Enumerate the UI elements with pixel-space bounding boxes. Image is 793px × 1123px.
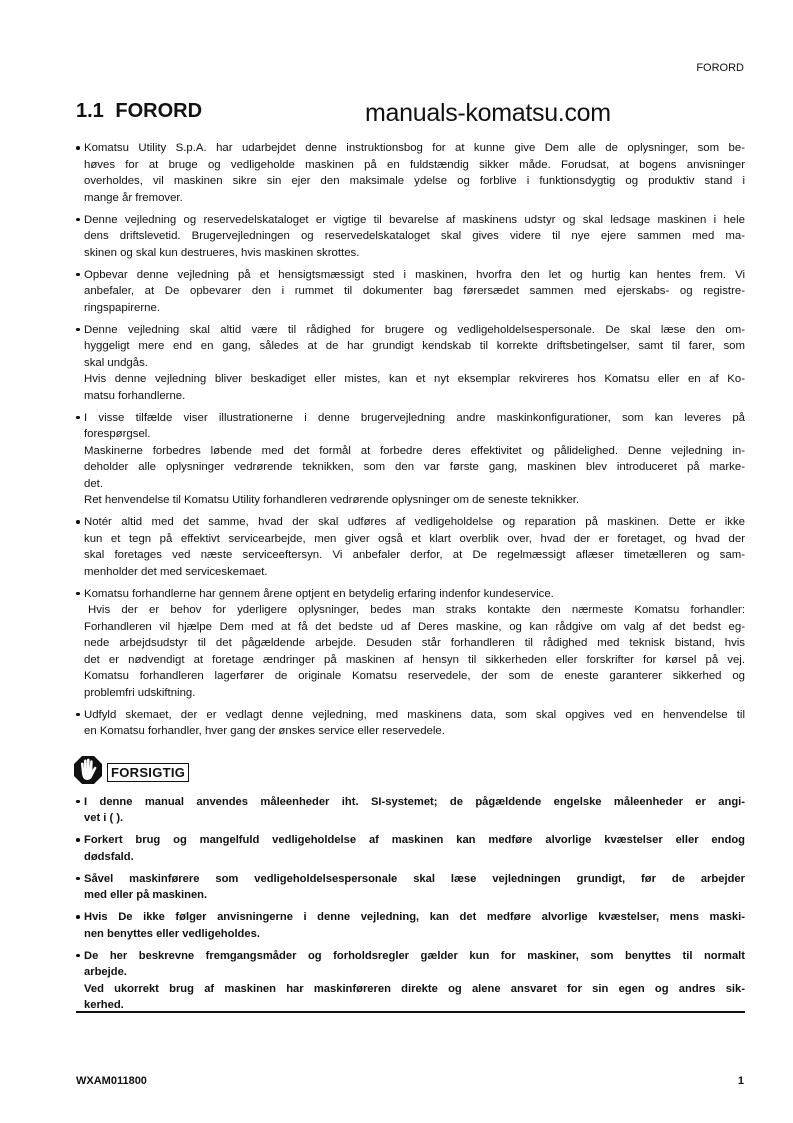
text-line: Notér altid med det samme, hvad der skal udføres af vedligeholdelse og reparation på maskinen. Dette er ikke — [84, 516, 745, 528]
text-line: kerhed. — [84, 999, 124, 1011]
text-line: dens driftslevetid. Brugervejledningen og reservedelskataloget skal gives videre til nye ejere sammen med ma- — [84, 230, 745, 242]
text-line: ringspapirerne. — [84, 301, 160, 314]
text-line: en Komatsu forhandler, hver gang der ønskes service eller reservedele. — [84, 725, 445, 737]
text-line: Forhandleren vil hjælpe Dem med at få det bedste ud af Deres maskine, og kan rådgive om valg af det bedst eg- — [84, 620, 745, 633]
bullet-paragraph — [76, 267, 745, 317]
bullet-paragraph — [76, 410, 745, 509]
text-line: Forkert brug og mangelfuld vedligeholdelse af maskinen kan medføre alvorlige kvæstelser eller endog — [84, 834, 745, 846]
text-line: dødsfald. — [84, 850, 134, 863]
text-line: I denne manual anvendes måleenheder iht. SI-systemet; de pågældende engelske måleenheder er angi- — [84, 795, 745, 808]
text-line: Udfyld skemaet, der er vedlagt denne vejledning, med maskinens data, som skal opgives ved en henvendelse til — [84, 708, 745, 721]
text-line: skal undgås. — [84, 356, 148, 369]
bullet-paragraph — [76, 794, 745, 827]
bullet-paragraph — [76, 322, 745, 405]
bullet-paragraph — [76, 514, 745, 580]
text-line: Hvis der er behov for yderligere oplysninger, bedes man straks kontakte den nærmeste Komatsu forhandler: — [88, 604, 745, 616]
text-line: Komatsu Utility S.p.A. har udarbejdet denne instruktionsbog for at kunne give Dem alle de oplysninger, som be- — [84, 142, 745, 154]
stop-hand-icon — [73, 755, 103, 790]
text-line: menholder det med serviceskemaet. — [84, 565, 268, 578]
text-line: hyggeligt mere end en gang, således at de har grundigt kendskab til korrekte driftsbetingelser, samt til farer, som — [84, 340, 745, 352]
bullet-paragraph — [76, 871, 745, 904]
text-line: Hvis denne vejledning bliver beskadiget eller mistes, kan et nyt eksemplar rekvireres hos Komatsu eller en af Ko- — [84, 373, 745, 385]
text-line: skal foretages ved næste serviceeftersyn. Vi anbefaler derfor, at De regelmæssigt aflæser timetælleren og sam- — [84, 549, 745, 561]
text-line: Denne vejledning og reservedelskataloget er vigtige til bevarelse af maskinens udstyr og skal ledsage maskinen i hele — [84, 213, 745, 226]
document-code: WXAM011800 — [76, 1075, 147, 1087]
bullet-paragraph — [76, 212, 745, 262]
text-line: problemfri udskiftning. — [84, 686, 196, 699]
text-line: overholdes, vil maskinen sikre sin ejer den maksimale ydelse og forblive i funktionsdygtig og produktiv stand i — [84, 175, 745, 187]
page-number: 1 — [737, 1075, 744, 1087]
text-line: nen benyttes eller vedligeholdes. — [84, 927, 260, 940]
text-line: skinen og skal kun destrueres, hvis maskinen skrottes. — [84, 246, 360, 259]
text-line: Komatsu forhandleren lagerfører de originale Komatsu reservedele, der som de eneste garanterer sikkerhed og — [84, 670, 745, 682]
bullet-paragraph — [76, 586, 745, 702]
text-line: forespørgsel. — [84, 428, 151, 440]
bullet-paragraph — [76, 707, 745, 740]
text-line: De her beskrevne fremgangsmåder og forholdsregler gælder kun for maskiner, som benyttes til normalt — [84, 949, 745, 962]
text-line: mange år fremover. — [84, 191, 183, 204]
running-header: FORORD — [696, 62, 744, 74]
text-line: Hvis De ikke følger anvisningerne i denne vejledning, kan det medføre alvorlige kvæstelser, mens maski- — [84, 911, 745, 923]
bullet-paragraph — [76, 909, 745, 942]
bullet-paragraph — [76, 948, 745, 1014]
text-line: med eller på maskinen. — [84, 889, 208, 901]
intro-paragraphs — [76, 140, 745, 740]
text-line: Opbevar denne vejledning på et hensigtsmæssigt sted i maskinen, hvorfra den let og hurtig kan hentes frem. Vi — [84, 268, 745, 281]
text-line: nede arbejdsudstyr til det pågældende arbejde. Desuden står forhandleren til rådighed med teknisk bistand, hvis — [84, 637, 745, 649]
text-line: arbejde. — [84, 966, 127, 978]
caution-heading — [73, 758, 745, 788]
divider — [76, 1011, 745, 1013]
text-line: deholder alle oplysninger vedrørende teknikken, som den var første gang, maskinen blev introduceret på marke- — [84, 461, 745, 473]
document-body — [76, 140, 745, 1019]
text-line: Såvel maskinførere som vedligeholdelsespersonale skal læse vejledningen grundigt, før de arbejder — [84, 872, 745, 885]
text-line: I visse tilfælde viser illustrationerne i denne brugervejledning andre maskinkonfigurationer, som kan leveres på — [84, 411, 745, 424]
text-line: høves for at bruge og vedligeholde maskinen på en fuldstændig sikker måde. Forudsat, at bogens anvisninger — [84, 158, 745, 171]
text-line: Ved ukorrekt brug af maskinen har maskinføreren direkte og alene ansvaret for sin egen og andres sik- — [84, 982, 745, 995]
text-line: Komatsu forhandlerne har gennem årene optjent en betydelig erfaring indenfor kundeservice. — [84, 587, 554, 600]
text-line: kun et tegn på effektivt servicearbejde, men giver også et klart overblik over, hvad der er foretaget, og hvad der — [84, 532, 745, 545]
text-line: Ret henvendelse til Komatsu Utility forhandleren vedrørende oplysninger om de seneste teknikker. — [84, 494, 580, 506]
text-line: vet i ( ). — [84, 812, 124, 824]
bullet-paragraph — [76, 832, 745, 865]
text-line: Denne vejledning skal altid være til rådighed for brugere og vedligeholdelsespersonale. De skal læse den om- — [84, 323, 745, 336]
text-line: Maskinerne forbedres løbende med det formål at forbedre deres effektivitet og pålidelighed. Denne vejledning in- — [84, 444, 745, 457]
text-line: det er nødvendigt at foretage ændringer på maskinen af hensyn til sikkerheden eller forskrifter for kørsel på vej. — [84, 653, 745, 666]
caution-paragraphs — [76, 794, 745, 1014]
bullet-paragraph — [76, 140, 745, 206]
page-title: 1.1 FORORD — [76, 100, 203, 122]
text-line: det. — [84, 477, 103, 490]
text-line: matsu forhandlerne. — [84, 389, 186, 402]
text-line: anbefaler, at De opbevarer den i rummet til dokumenter bag førersædet sammen med ejerskabs- og registre- — [84, 285, 745, 297]
watermark: manuals-komatsu.com — [365, 99, 611, 127]
caution-label: FORSIGTIG — [107, 763, 189, 782]
